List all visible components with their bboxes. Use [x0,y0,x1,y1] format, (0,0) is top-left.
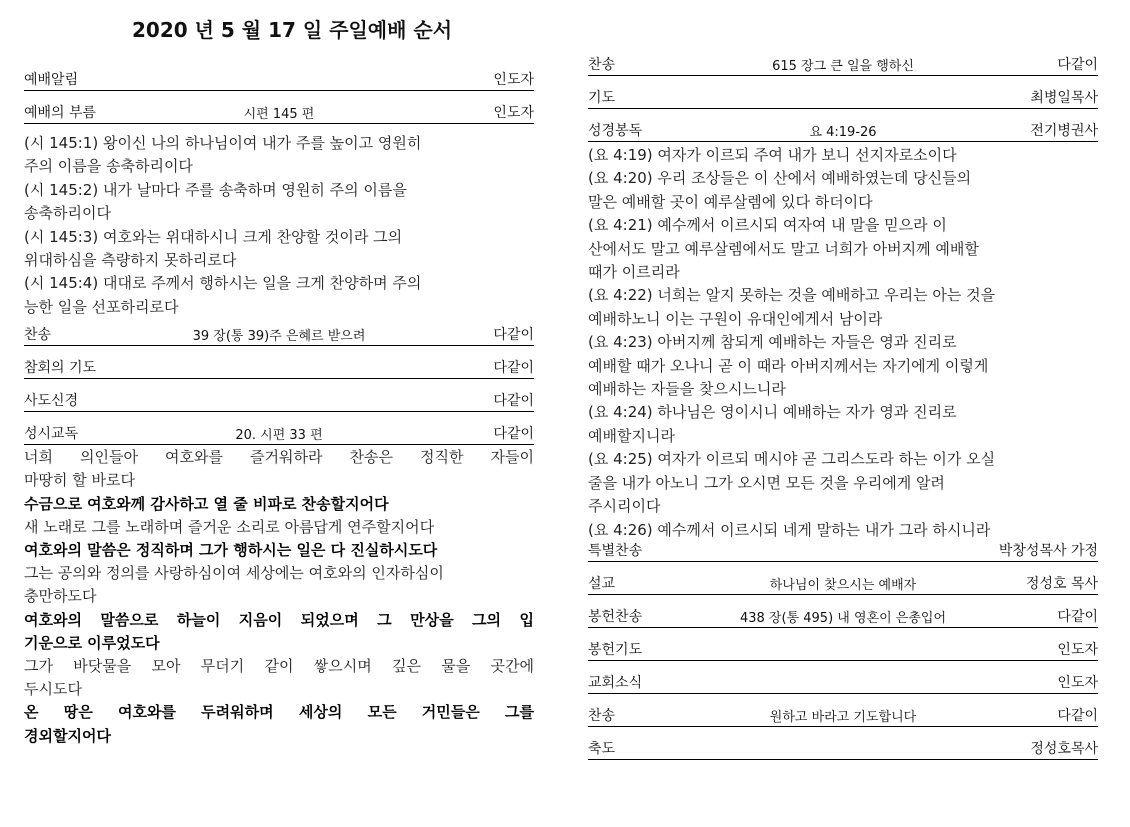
item-label: 찬송 [588,707,616,724]
reading-line-bold: 수금으로 여호와께 감사하고 열 줄 비파로 찬송할지어다 [24,494,389,513]
reading-line-bold: 여호와의 말씀으로 하늘이 지음이 되었으며 그 만상을 그의 입 [24,610,534,629]
item-detail: 원하고 바라고 기도합니다 [769,709,917,725]
item-label: 사도신경 [24,393,79,410]
item-leader: 다같이 [1057,707,1098,724]
item-leader: 인도자 [1057,641,1098,658]
order-item-church-news [588,671,1098,694]
item-detail: 요 4:19-26 [809,125,877,140]
verse-line: 능한 일을 선포하리로다 [24,297,179,316]
verse-line: (요 4:25) 여자가 이르되 메시야 곧 그리스도라 하는 이가 오실 [588,450,996,469]
order-item-offering-prayer [588,638,1098,661]
verse-line: (요 4:20) 우리 조상들은 이 산에서 예배하였는데 당신들의 [588,169,972,188]
item-label: 교회소식 [588,674,643,691]
item-leader: 박창성목사 가정 [998,542,1098,559]
item-detail: 438 장(통 495) 내 영혼이 은총입어 [739,610,946,626]
left-column [24,64,534,748]
item-leader: 다같이 [1057,608,1098,625]
verse-line: 말은 예배할 곳이 예루살렘에 있다 하더이다 [588,192,873,211]
reading-line: 마땅히 할 바로다 [24,471,135,490]
order-item-hymn [24,323,534,346]
item-detail: 20. 시편 33 편 [235,428,323,444]
item-leader: 최병일목사 [1030,90,1098,106]
item-leader: 다같이 [493,426,534,443]
reading-line-bold: 여호와의 말씀은 정직하며 그가 행하시는 일은 다 진실하시도다 [24,541,438,560]
item-label: 찬송 [24,327,52,344]
item-detail: 하나님이 찾으시는 예배자 [769,577,917,593]
page-title: 2020 년 5 월 17 일 주일예배 순서 [132,18,453,42]
item-label: 예배알림 [24,72,79,88]
verse-line: (요 4:19) 여자가 이르되 주여 내가 보니 선지자로소이다 [588,146,957,164]
scripture-text [588,144,1098,542]
order-item-call-to-worship [24,101,534,124]
item-label: 기도 [588,90,616,106]
item-leader: 인도자 [493,72,534,88]
verse-line: (시 145:2) 내가 날마다 주를 송축하며 영원히 주의 이름을 [24,180,407,199]
item-label: 설교 [588,575,616,592]
verse-line: (요 4:21) 예수께서 이르시되 여자여 내 말을 믿으라 이 [588,216,947,235]
order-item-benediction [588,737,1098,760]
verse-line: (시 145:4) 대대로 주께서 행하시는 일을 크게 찬양하며 주의 [24,274,422,293]
call-to-worship-text [24,132,534,319]
verse-line: 예배하는 자들을 찾으시느니라 [588,380,786,399]
order-item-closing-hymn [588,704,1098,727]
reading-line: 충만하도다 [24,587,97,606]
item-leader: 다같이 [493,327,534,344]
verse-line: 줄을 내가 아노니 그가 오시면 모든 것을 우리에게 알려 [588,473,945,492]
item-leader: 다같이 [493,393,534,410]
verse-line: 예배할지니라 [588,426,675,445]
verse-line: 때가 이르리라 [588,263,680,282]
item-leader: 전기병권사 [1030,123,1098,139]
item-label: 성시교독 [24,426,79,443]
order-item-creed [24,389,534,412]
item-label: 찬송 [588,57,616,73]
item-leader: 인도자 [493,105,534,121]
right-column [588,53,1098,760]
order-item-offering-hymn [588,605,1098,628]
verse-line: (요 4:23) 아버지께 참되게 예배하는 자들은 영과 진리로 [588,333,957,352]
item-leader: 다같이 [493,360,534,377]
verse-line: (요 4:24) 하나님은 영이시니 예배하는 자가 영과 진리로 [588,403,957,422]
verse-line: 예배하노니 이는 구원이 유대인에게서 남이라 [588,309,883,328]
order-item-sermon [588,572,1098,595]
item-leader: 인도자 [1057,674,1098,691]
verse-line: 주의 이름을 송축하리이다 [24,157,193,176]
order-item-special-music [588,539,1098,562]
reading-line-bold: 경외할지어다 [24,726,111,745]
item-label: 축도 [588,740,616,757]
verse-line: 송축하리이다 [24,204,111,223]
verse-line: (요 4:26) 예수께서 이르시되 네게 말하는 내가 그라 하시니라 [588,520,991,539]
reading-line: 그가 바닷물을 모아 무더기 같이 쌓으시며 깊은 물을 곳간에 [24,657,534,676]
reading-line: 새 노래로 그를 노래하며 즐거운 소리로 아름답게 연주할지어다 [24,517,435,536]
order-item-announcement [24,68,534,91]
reading-line: 두시도다 [24,680,82,699]
verse-line: (시 145:3) 여호와는 위대하시니 크게 찬양할 것이라 그의 [24,227,403,246]
verse-line: 산에서도 말고 예루살렘에서도 말고 너희가 아버지께 예배할 [588,239,979,258]
reading-line-bold: 온 땅은 여호와를 두려워하며 세상의 모든 거민들은 그를 [24,703,534,722]
item-detail: 39 장(통 39)주 은혜르 받으려 [192,329,366,345]
verse-line: 예배할 때가 오나니 곧 이 때라 아버지께서는 자기에게 이렇게 [588,356,989,375]
item-label: 특별찬송 [588,542,643,559]
reading-line: 그는 공의와 정의를 사랑하심이여 세상에는 여호와의 인자하심이 [24,564,444,583]
verse-line: (요 4:22) 너희는 알지 못하는 것을 예배하고 우리는 아는 것을 [588,286,996,305]
order-item-responsive-reading [24,422,534,445]
reading-line: 너희 의인들아 여호와를 즐거워하라 찬송은 정직한 자들이 [24,448,534,467]
item-label: 성경봉독 [588,123,643,139]
order-item-scripture-reading [588,119,1098,142]
responsive-reading-text [24,446,534,748]
order-item-hymn [588,53,1098,76]
order-item-confession [24,356,534,379]
item-detail: 시편 145 편 [243,107,315,122]
item-leader: 정성호목사 [1030,740,1098,757]
order-item-prayer [588,86,1098,109]
item-leader: 다같이 [1057,57,1098,73]
item-leader: 정성호 목사 [1025,575,1098,592]
verse-line: (시 145:1) 왕이신 나의 하나님이여 내가 주를 높이고 영원히 [24,134,422,152]
item-label: 봉헌기도 [588,641,643,658]
reading-line-bold: 기운으로 이루었도다 [24,633,160,652]
verse-line: 주시리이다 [588,497,661,516]
verse-line: 위대하심을 측량하지 못하리로다 [24,251,237,270]
item-label: 참회의 기도 [24,360,97,377]
item-label: 봉헌찬송 [588,608,643,625]
item-label: 예배의 부름 [24,105,97,121]
item-detail: 615 장그 큰 일을 행하신 [772,59,914,74]
